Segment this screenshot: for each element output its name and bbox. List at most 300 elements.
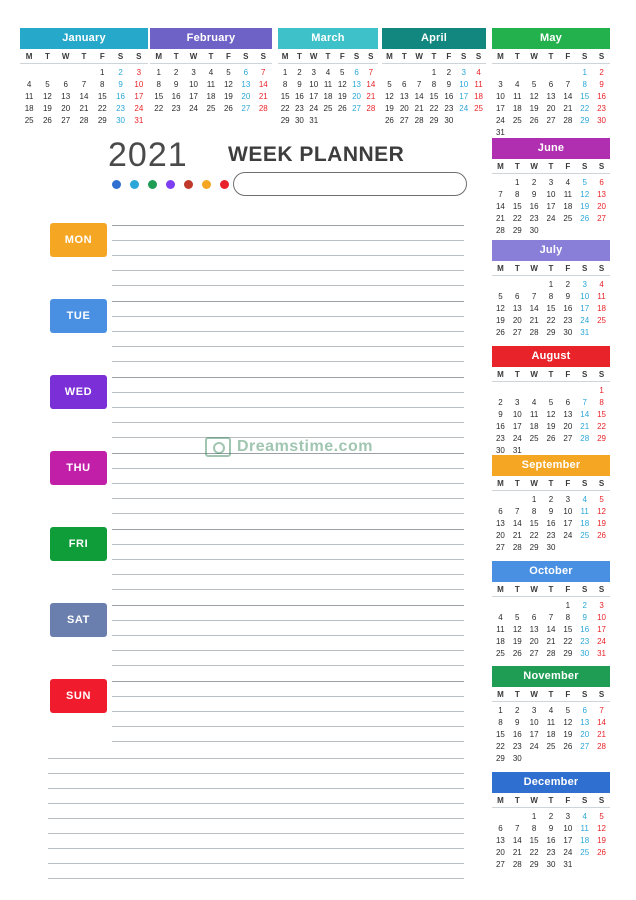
day-cell[interactable]: 7 bbox=[416, 79, 422, 89]
day-cell[interactable]: 14 bbox=[366, 79, 376, 89]
day-cell[interactable]: 19 bbox=[580, 201, 590, 211]
day-cell[interactable]: 29 bbox=[597, 434, 607, 444]
day-cell[interactable]: 11 bbox=[206, 79, 216, 89]
day-cell[interactable]: 28 bbox=[546, 649, 556, 659]
day-cell[interactable]: 26 bbox=[495, 328, 505, 338]
day-cell[interactable]: 14 bbox=[495, 201, 505, 211]
day-cell[interactable]: 16 bbox=[546, 835, 556, 845]
day-cell[interactable]: 21 bbox=[546, 637, 556, 647]
day-cell[interactable]: 29 bbox=[97, 116, 107, 126]
day-cell[interactable]: 19 bbox=[529, 104, 539, 114]
day-cell[interactable]: 20 bbox=[495, 531, 505, 541]
day-cell[interactable]: 16 bbox=[580, 624, 590, 634]
day-cell[interactable]: 12 bbox=[223, 79, 233, 89]
day-cell[interactable]: 3 bbox=[582, 279, 587, 289]
day-cell[interactable]: 31 bbox=[495, 128, 505, 138]
day-cell[interactable]: 25 bbox=[474, 104, 484, 114]
day-cell[interactable]: 31 bbox=[597, 649, 607, 659]
day-cell[interactable]: 1 bbox=[431, 67, 437, 77]
day-cell[interactable]: 1 bbox=[531, 811, 537, 821]
day-cell[interactable]: 1 bbox=[100, 67, 105, 77]
day-cell[interactable]: 20 bbox=[495, 848, 505, 858]
day-cell[interactable]: 23 bbox=[116, 104, 126, 114]
day-cell[interactable]: 23 bbox=[546, 848, 556, 858]
day-cell[interactable]: 27 bbox=[597, 214, 607, 224]
day-cell[interactable]: 1 bbox=[515, 177, 520, 187]
day-cell[interactable]: 24 bbox=[563, 531, 573, 541]
day-cell[interactable]: 2 bbox=[498, 397, 503, 407]
day-cell[interactable]: 8 bbox=[282, 79, 288, 89]
day-cell[interactable]: 25 bbox=[323, 104, 333, 114]
day-cell[interactable]: 6 bbox=[565, 397, 571, 407]
day-cell[interactable]: 13 bbox=[529, 624, 539, 634]
day-cell[interactable]: 10 bbox=[189, 79, 199, 89]
day-cell[interactable]: 6 bbox=[582, 705, 587, 715]
day-cell[interactable]: 4 bbox=[565, 177, 571, 187]
day-cell[interactable]: 18 bbox=[323, 91, 333, 101]
day-cell[interactable]: 2 bbox=[565, 279, 571, 289]
day-cell[interactable]: 18 bbox=[580, 518, 590, 528]
day-cell[interactable]: 21 bbox=[495, 214, 505, 224]
day-cell[interactable]: 15 bbox=[529, 835, 539, 845]
day-cell[interactable]: 8 bbox=[548, 291, 554, 301]
day-cell[interactable]: 20 bbox=[563, 422, 573, 432]
day-badge-sat[interactable]: SAT bbox=[50, 603, 107, 637]
day-cell[interactable]: 28 bbox=[414, 116, 424, 126]
day-cell[interactable]: 1 bbox=[156, 67, 161, 77]
day-cell[interactable]: 30 bbox=[512, 754, 522, 764]
day-cell[interactable]: 15 bbox=[529, 518, 539, 528]
day-cell[interactable]: 9 bbox=[582, 612, 587, 622]
day-cell[interactable]: 27 bbox=[546, 116, 556, 126]
day-cell[interactable]: 29 bbox=[495, 754, 505, 764]
day-cell[interactable]: 15 bbox=[280, 91, 290, 101]
day-cell[interactable]: 18 bbox=[580, 835, 590, 845]
day-cell[interactable]: 22 bbox=[529, 848, 539, 858]
day-cell[interactable]: 15 bbox=[495, 729, 505, 739]
day-badge-wed[interactable]: WED bbox=[50, 375, 107, 409]
day-cell[interactable]: 5 bbox=[599, 494, 604, 504]
day-cell[interactable]: 8 bbox=[531, 823, 537, 833]
day-cell[interactable]: 5 bbox=[226, 67, 231, 77]
day-cell[interactable]: 24 bbox=[546, 214, 556, 224]
day-cell[interactable]: 28 bbox=[366, 104, 376, 114]
day-cell[interactable]: 4 bbox=[515, 79, 520, 89]
day-cell[interactable]: 17 bbox=[597, 624, 607, 634]
day-cell[interactable]: 30 bbox=[529, 226, 539, 236]
day-cell[interactable]: 22 bbox=[597, 422, 607, 432]
day-cell[interactable]: 3 bbox=[565, 494, 571, 504]
day-cell[interactable]: 30 bbox=[444, 116, 454, 126]
day-cell[interactable]: 5 bbox=[599, 811, 604, 821]
day-cell[interactable]: 19 bbox=[223, 91, 233, 101]
day-cell[interactable]: 25 bbox=[580, 531, 590, 541]
day-cell[interactable]: 13 bbox=[241, 79, 251, 89]
day-cell[interactable]: 19 bbox=[546, 422, 556, 432]
day-cell[interactable]: 25 bbox=[206, 104, 216, 114]
day-cell[interactable]: 27 bbox=[529, 649, 539, 659]
day-cell[interactable]: 23 bbox=[597, 104, 607, 114]
day-cell[interactable]: 23 bbox=[171, 104, 181, 114]
day-cell[interactable]: 17 bbox=[563, 518, 573, 528]
day-cell[interactable]: 31 bbox=[309, 116, 319, 126]
day-cell[interactable]: 30 bbox=[597, 116, 607, 126]
day-cell[interactable]: 9 bbox=[548, 823, 554, 833]
day-cell[interactable]: 5 bbox=[387, 79, 392, 89]
day-cell[interactable]: 14 bbox=[563, 91, 573, 101]
day-cell[interactable]: 14 bbox=[79, 91, 89, 101]
day-cell[interactable]: 17 bbox=[563, 835, 573, 845]
day-cell[interactable]: 7 bbox=[81, 79, 87, 89]
day-cell[interactable]: 28 bbox=[512, 543, 522, 553]
day-cell[interactable]: 26 bbox=[597, 531, 607, 541]
day-cell[interactable]: 16 bbox=[495, 422, 505, 432]
day-cell[interactable]: 24 bbox=[495, 116, 505, 126]
day-cell[interactable]: 7 bbox=[582, 397, 587, 407]
day-cell[interactable]: 25 bbox=[529, 434, 539, 444]
day-cell[interactable]: 2 bbox=[531, 177, 537, 187]
day-cell[interactable]: 28 bbox=[529, 328, 539, 338]
day-cell[interactable]: 13 bbox=[512, 303, 522, 313]
day-cell[interactable]: 23 bbox=[563, 316, 573, 326]
day-cell[interactable]: 10 bbox=[134, 79, 144, 89]
day-cell[interactable]: 27 bbox=[512, 328, 522, 338]
day-cell[interactable]: 1 bbox=[498, 705, 503, 715]
day-cell[interactable]: 16 bbox=[116, 91, 126, 101]
day-cell[interactable]: 23 bbox=[580, 637, 590, 647]
day-cell[interactable]: 22 bbox=[580, 104, 590, 114]
day-cell[interactable]: 17 bbox=[512, 422, 522, 432]
day-cell[interactable]: 10 bbox=[309, 79, 319, 89]
day-cell[interactable]: 10 bbox=[597, 612, 607, 622]
day-cell[interactable]: 22 bbox=[529, 531, 539, 541]
day-cell[interactable]: 25 bbox=[597, 316, 607, 326]
day-cell[interactable]: 18 bbox=[474, 91, 484, 101]
day-cell[interactable]: 27 bbox=[352, 104, 362, 114]
day-cell[interactable]: 6 bbox=[548, 79, 554, 89]
day-cell[interactable]: 20 bbox=[597, 201, 607, 211]
day-cell[interactable]: 15 bbox=[512, 201, 522, 211]
day-cell[interactable]: 12 bbox=[597, 506, 607, 516]
day-cell[interactable]: 17 bbox=[495, 104, 505, 114]
day-cell[interactable]: 29 bbox=[546, 328, 556, 338]
day-cell[interactable]: 21 bbox=[79, 104, 89, 114]
day-cell[interactable]: 13 bbox=[399, 91, 409, 101]
day-cell[interactable]: 30 bbox=[546, 543, 556, 553]
day-cell[interactable]: 13 bbox=[352, 79, 362, 89]
day-cell[interactable]: 12 bbox=[512, 624, 522, 634]
day-cell[interactable]: 4 bbox=[582, 811, 587, 821]
day-cell[interactable]: 9 bbox=[297, 79, 302, 89]
day-cell[interactable]: 16 bbox=[171, 91, 181, 101]
day-cell[interactable]: 27 bbox=[563, 434, 573, 444]
day-cell[interactable]: 18 bbox=[512, 104, 522, 114]
day-cell[interactable]: 11 bbox=[529, 409, 539, 419]
day-cell[interactable]: 7 bbox=[368, 67, 374, 77]
day-cell[interactable]: 10 bbox=[563, 823, 573, 833]
day-cell[interactable]: 3 bbox=[599, 600, 604, 610]
day-cell[interactable]: 17 bbox=[459, 91, 469, 101]
day-cell[interactable]: 18 bbox=[495, 637, 505, 647]
day-cell[interactable]: 19 bbox=[495, 316, 505, 326]
day-cell[interactable]: 20 bbox=[61, 104, 71, 114]
day-cell[interactable]: 30 bbox=[563, 328, 573, 338]
day-cell[interactable]: 27 bbox=[580, 742, 590, 752]
day-cell[interactable]: 31 bbox=[563, 860, 573, 870]
day-cell[interactable]: 2 bbox=[582, 600, 587, 610]
day-cell[interactable]: 21 bbox=[563, 104, 573, 114]
day-cell[interactable]: 11 bbox=[24, 91, 34, 101]
day-cell[interactable]: 8 bbox=[431, 79, 437, 89]
day-cell[interactable]: 6 bbox=[515, 291, 520, 301]
day-cell[interactable]: 15 bbox=[97, 91, 107, 101]
day-cell[interactable]: 13 bbox=[597, 189, 607, 199]
day-cell[interactable]: 12 bbox=[580, 189, 590, 199]
day-cell[interactable]: 6 bbox=[498, 506, 503, 516]
day-cell[interactable]: 21 bbox=[258, 91, 268, 101]
day-cell[interactable]: 26 bbox=[223, 104, 233, 114]
day-cell[interactable]: 31 bbox=[134, 116, 144, 126]
day-cell[interactable]: 22 bbox=[280, 104, 290, 114]
day-cell[interactable]: 25 bbox=[580, 848, 590, 858]
day-cell[interactable]: 13 bbox=[563, 409, 573, 419]
day-cell[interactable]: 2 bbox=[297, 67, 302, 77]
day-cell[interactable]: 10 bbox=[563, 506, 573, 516]
day-cell[interactable]: 27 bbox=[241, 104, 251, 114]
day-badge-mon[interactable]: MON bbox=[50, 223, 107, 257]
day-cell[interactable]: 1 bbox=[599, 385, 604, 395]
day-cell[interactable]: 10 bbox=[529, 717, 539, 727]
day-cell[interactable]: 5 bbox=[340, 67, 345, 77]
day-cell[interactable]: 20 bbox=[529, 637, 539, 647]
day-cell[interactable]: 27 bbox=[495, 860, 505, 870]
day-cell[interactable]: 4 bbox=[599, 279, 604, 289]
day-cell[interactable]: 20 bbox=[352, 91, 362, 101]
day-cell[interactable]: 11 bbox=[496, 624, 505, 634]
day-cell[interactable]: 29 bbox=[563, 649, 573, 659]
day-cell[interactable]: 6 bbox=[498, 823, 503, 833]
day-cell[interactable]: 6 bbox=[243, 67, 249, 77]
day-cell[interactable]: 31 bbox=[512, 446, 522, 456]
day-cell[interactable]: 3 bbox=[531, 705, 537, 715]
day-cell[interactable]: 18 bbox=[206, 91, 216, 101]
day-cell[interactable]: 28 bbox=[563, 116, 573, 126]
day-cell[interactable]: 5 bbox=[498, 291, 503, 301]
day-cell[interactable]: 2 bbox=[599, 67, 604, 77]
day-cell[interactable]: 4 bbox=[548, 705, 554, 715]
day-cell[interactable]: 9 bbox=[565, 291, 571, 301]
day-cell[interactable]: 18 bbox=[529, 422, 539, 432]
day-cell[interactable]: 3 bbox=[191, 67, 196, 77]
day-cell[interactable]: 20 bbox=[512, 316, 522, 326]
day-cell[interactable]: 2 bbox=[548, 494, 554, 504]
day-cell[interactable]: 20 bbox=[241, 91, 251, 101]
day-cell[interactable]: 15 bbox=[429, 91, 439, 101]
day-cell[interactable]: 25 bbox=[512, 116, 522, 126]
day-cell[interactable]: 23 bbox=[444, 104, 454, 114]
day-cell[interactable]: 1 bbox=[548, 279, 554, 289]
day-cell[interactable]: 19 bbox=[512, 637, 522, 647]
day-cell[interactable]: 9 bbox=[515, 717, 520, 727]
day-cell[interactable]: 15 bbox=[154, 91, 164, 101]
day-cell[interactable]: 12 bbox=[529, 91, 539, 101]
day-cell[interactable]: 24 bbox=[189, 104, 199, 114]
day-cell[interactable]: 5 bbox=[565, 705, 571, 715]
day-cell[interactable]: 29 bbox=[529, 543, 539, 553]
day-cell[interactable]: 16 bbox=[546, 518, 556, 528]
day-badge-fri[interactable]: FRI bbox=[50, 527, 107, 561]
day-cell[interactable]: 9 bbox=[446, 79, 452, 89]
day-cell[interactable]: 3 bbox=[461, 67, 466, 77]
day-cell[interactable]: 6 bbox=[63, 79, 68, 89]
day-cell[interactable]: 7 bbox=[565, 79, 571, 89]
day-cell[interactable]: 7 bbox=[531, 291, 537, 301]
day-cell[interactable]: 22 bbox=[495, 742, 505, 752]
day-cell[interactable]: 8 bbox=[582, 79, 587, 89]
day-cell[interactable]: 19 bbox=[337, 91, 347, 101]
day-badge-sun[interactable]: SUN bbox=[50, 679, 107, 713]
day-cell[interactable]: 4 bbox=[26, 79, 32, 89]
day-cell[interactable]: 3 bbox=[136, 67, 142, 77]
day-cell[interactable]: 14 bbox=[546, 624, 556, 634]
day-cell[interactable]: 21 bbox=[580, 422, 590, 432]
day-cell[interactable]: 26 bbox=[597, 848, 607, 858]
day-cell[interactable]: 16 bbox=[444, 91, 454, 101]
day-cell[interactable]: 21 bbox=[414, 104, 424, 114]
day-badge-thu[interactable]: THU bbox=[50, 451, 107, 485]
day-cell[interactable]: 5 bbox=[548, 397, 554, 407]
day-cell[interactable]: 16 bbox=[529, 201, 539, 211]
day-cell[interactable]: 13 bbox=[546, 91, 556, 101]
day-cell[interactable]: 29 bbox=[512, 226, 522, 236]
day-cell[interactable]: 9 bbox=[548, 506, 554, 516]
day-cell[interactable]: 23 bbox=[529, 214, 539, 224]
day-cell[interactable]: 13 bbox=[495, 518, 505, 528]
day-cell[interactable]: 13 bbox=[495, 835, 505, 845]
day-cell[interactable]: 11 bbox=[597, 291, 606, 301]
day-cell[interactable]: 1 bbox=[582, 67, 587, 77]
day-cell[interactable]: 6 bbox=[599, 177, 604, 187]
day-cell[interactable]: 28 bbox=[258, 104, 268, 114]
day-cell[interactable]: 20 bbox=[546, 104, 556, 114]
day-cell[interactable]: 7 bbox=[515, 506, 520, 516]
day-cell[interactable]: 8 bbox=[498, 717, 503, 727]
day-cell[interactable]: 14 bbox=[580, 409, 590, 419]
day-cell[interactable]: 26 bbox=[337, 104, 347, 114]
day-cell[interactable]: 17 bbox=[309, 91, 319, 101]
day-cell[interactable]: 17 bbox=[529, 729, 539, 739]
day-cell[interactable]: 25 bbox=[546, 742, 556, 752]
day-cell[interactable]: 24 bbox=[580, 316, 590, 326]
day-cell[interactable]: 24 bbox=[309, 104, 319, 114]
day-cell[interactable]: 25 bbox=[24, 116, 34, 126]
day-cell[interactable]: 27 bbox=[495, 543, 505, 553]
day-cell[interactable]: 23 bbox=[294, 104, 304, 114]
day-cell[interactable]: 26 bbox=[563, 742, 573, 752]
day-cell[interactable]: 18 bbox=[563, 201, 573, 211]
day-cell[interactable]: 7 bbox=[261, 67, 266, 77]
day-cell[interactable]: 25 bbox=[495, 649, 505, 659]
day-cell[interactable]: 4 bbox=[476, 67, 481, 77]
day-cell[interactable]: 23 bbox=[546, 531, 556, 541]
day-cell[interactable]: 2 bbox=[515, 705, 520, 715]
day-cell[interactable]: 17 bbox=[134, 91, 144, 101]
day-cell[interactable]: 9 bbox=[498, 409, 503, 419]
day-cell[interactable]: 21 bbox=[529, 316, 539, 326]
day-cell[interactable]: 4 bbox=[208, 67, 214, 77]
day-cell[interactable]: 21 bbox=[597, 729, 607, 739]
day-cell[interactable]: 18 bbox=[597, 303, 607, 313]
day-cell[interactable]: 13 bbox=[580, 717, 590, 727]
day-cell[interactable]: 28 bbox=[79, 116, 89, 126]
day-cell[interactable]: 29 bbox=[429, 116, 439, 126]
day-cell[interactable]: 29 bbox=[280, 116, 290, 126]
day-cell[interactable]: 12 bbox=[384, 91, 394, 101]
day-cell[interactable]: 10 bbox=[459, 79, 469, 89]
day-cell[interactable]: 11 bbox=[474, 79, 483, 89]
day-cell[interactable]: 22 bbox=[546, 316, 556, 326]
day-cell[interactable]: 18 bbox=[24, 104, 34, 114]
day-cell[interactable]: 15 bbox=[597, 409, 607, 419]
day-cell[interactable]: 28 bbox=[495, 226, 505, 236]
day-cell[interactable]: 3 bbox=[565, 811, 571, 821]
day-cell[interactable]: 21 bbox=[366, 91, 376, 101]
day-cell[interactable]: 2 bbox=[118, 67, 123, 77]
day-cell[interactable]: 26 bbox=[42, 116, 52, 126]
day-cell[interactable]: 24 bbox=[512, 434, 522, 444]
day-cell[interactable]: 2 bbox=[173, 67, 179, 77]
note-field[interactable] bbox=[233, 172, 467, 196]
day-cell[interactable]: 16 bbox=[563, 303, 573, 313]
day-cell[interactable]: 14 bbox=[258, 79, 268, 89]
day-cell[interactable]: 28 bbox=[580, 434, 590, 444]
day-cell[interactable]: 24 bbox=[597, 637, 607, 647]
day-cell[interactable]: 24 bbox=[529, 742, 539, 752]
day-cell[interactable]: 4 bbox=[582, 494, 587, 504]
day-cell[interactable]: 7 bbox=[498, 189, 503, 199]
day-badge-tue[interactable]: TUE bbox=[50, 299, 107, 333]
day-cell[interactable]: 30 bbox=[116, 116, 126, 126]
day-cell[interactable]: 4 bbox=[325, 67, 331, 77]
day-cell[interactable]: 10 bbox=[512, 409, 522, 419]
day-cell[interactable]: 1 bbox=[531, 494, 537, 504]
day-cell[interactable]: 8 bbox=[599, 397, 604, 407]
day-cell[interactable]: 19 bbox=[563, 729, 573, 739]
day-cell[interactable]: 5 bbox=[45, 79, 50, 89]
day-cell[interactable]: 23 bbox=[512, 742, 522, 752]
day-cell[interactable]: 27 bbox=[61, 116, 71, 126]
day-cell[interactable]: 2 bbox=[446, 67, 452, 77]
day-cell[interactable]: 11 bbox=[513, 91, 522, 101]
day-cell[interactable]: 19 bbox=[597, 518, 607, 528]
day-cell[interactable]: 20 bbox=[580, 729, 590, 739]
day-cell[interactable]: 9 bbox=[531, 189, 537, 199]
day-cell[interactable]: 5 bbox=[582, 177, 587, 187]
day-cell[interactable]: 6 bbox=[531, 612, 537, 622]
day-cell[interactable]: 24 bbox=[134, 104, 144, 114]
day-cell[interactable]: 26 bbox=[529, 116, 539, 126]
day-cell[interactable]: 14 bbox=[512, 835, 522, 845]
day-cell[interactable]: 6 bbox=[402, 79, 407, 89]
day-cell[interactable]: 10 bbox=[580, 291, 590, 301]
day-cell[interactable]: 7 bbox=[515, 823, 520, 833]
day-cell[interactable]: 29 bbox=[580, 116, 590, 126]
day-cell[interactable]: 10 bbox=[495, 91, 505, 101]
day-cell[interactable]: 11 bbox=[580, 823, 589, 833]
day-cell[interactable]: 14 bbox=[529, 303, 539, 313]
day-cell[interactable]: 14 bbox=[512, 518, 522, 528]
day-cell[interactable]: 23 bbox=[495, 434, 505, 444]
